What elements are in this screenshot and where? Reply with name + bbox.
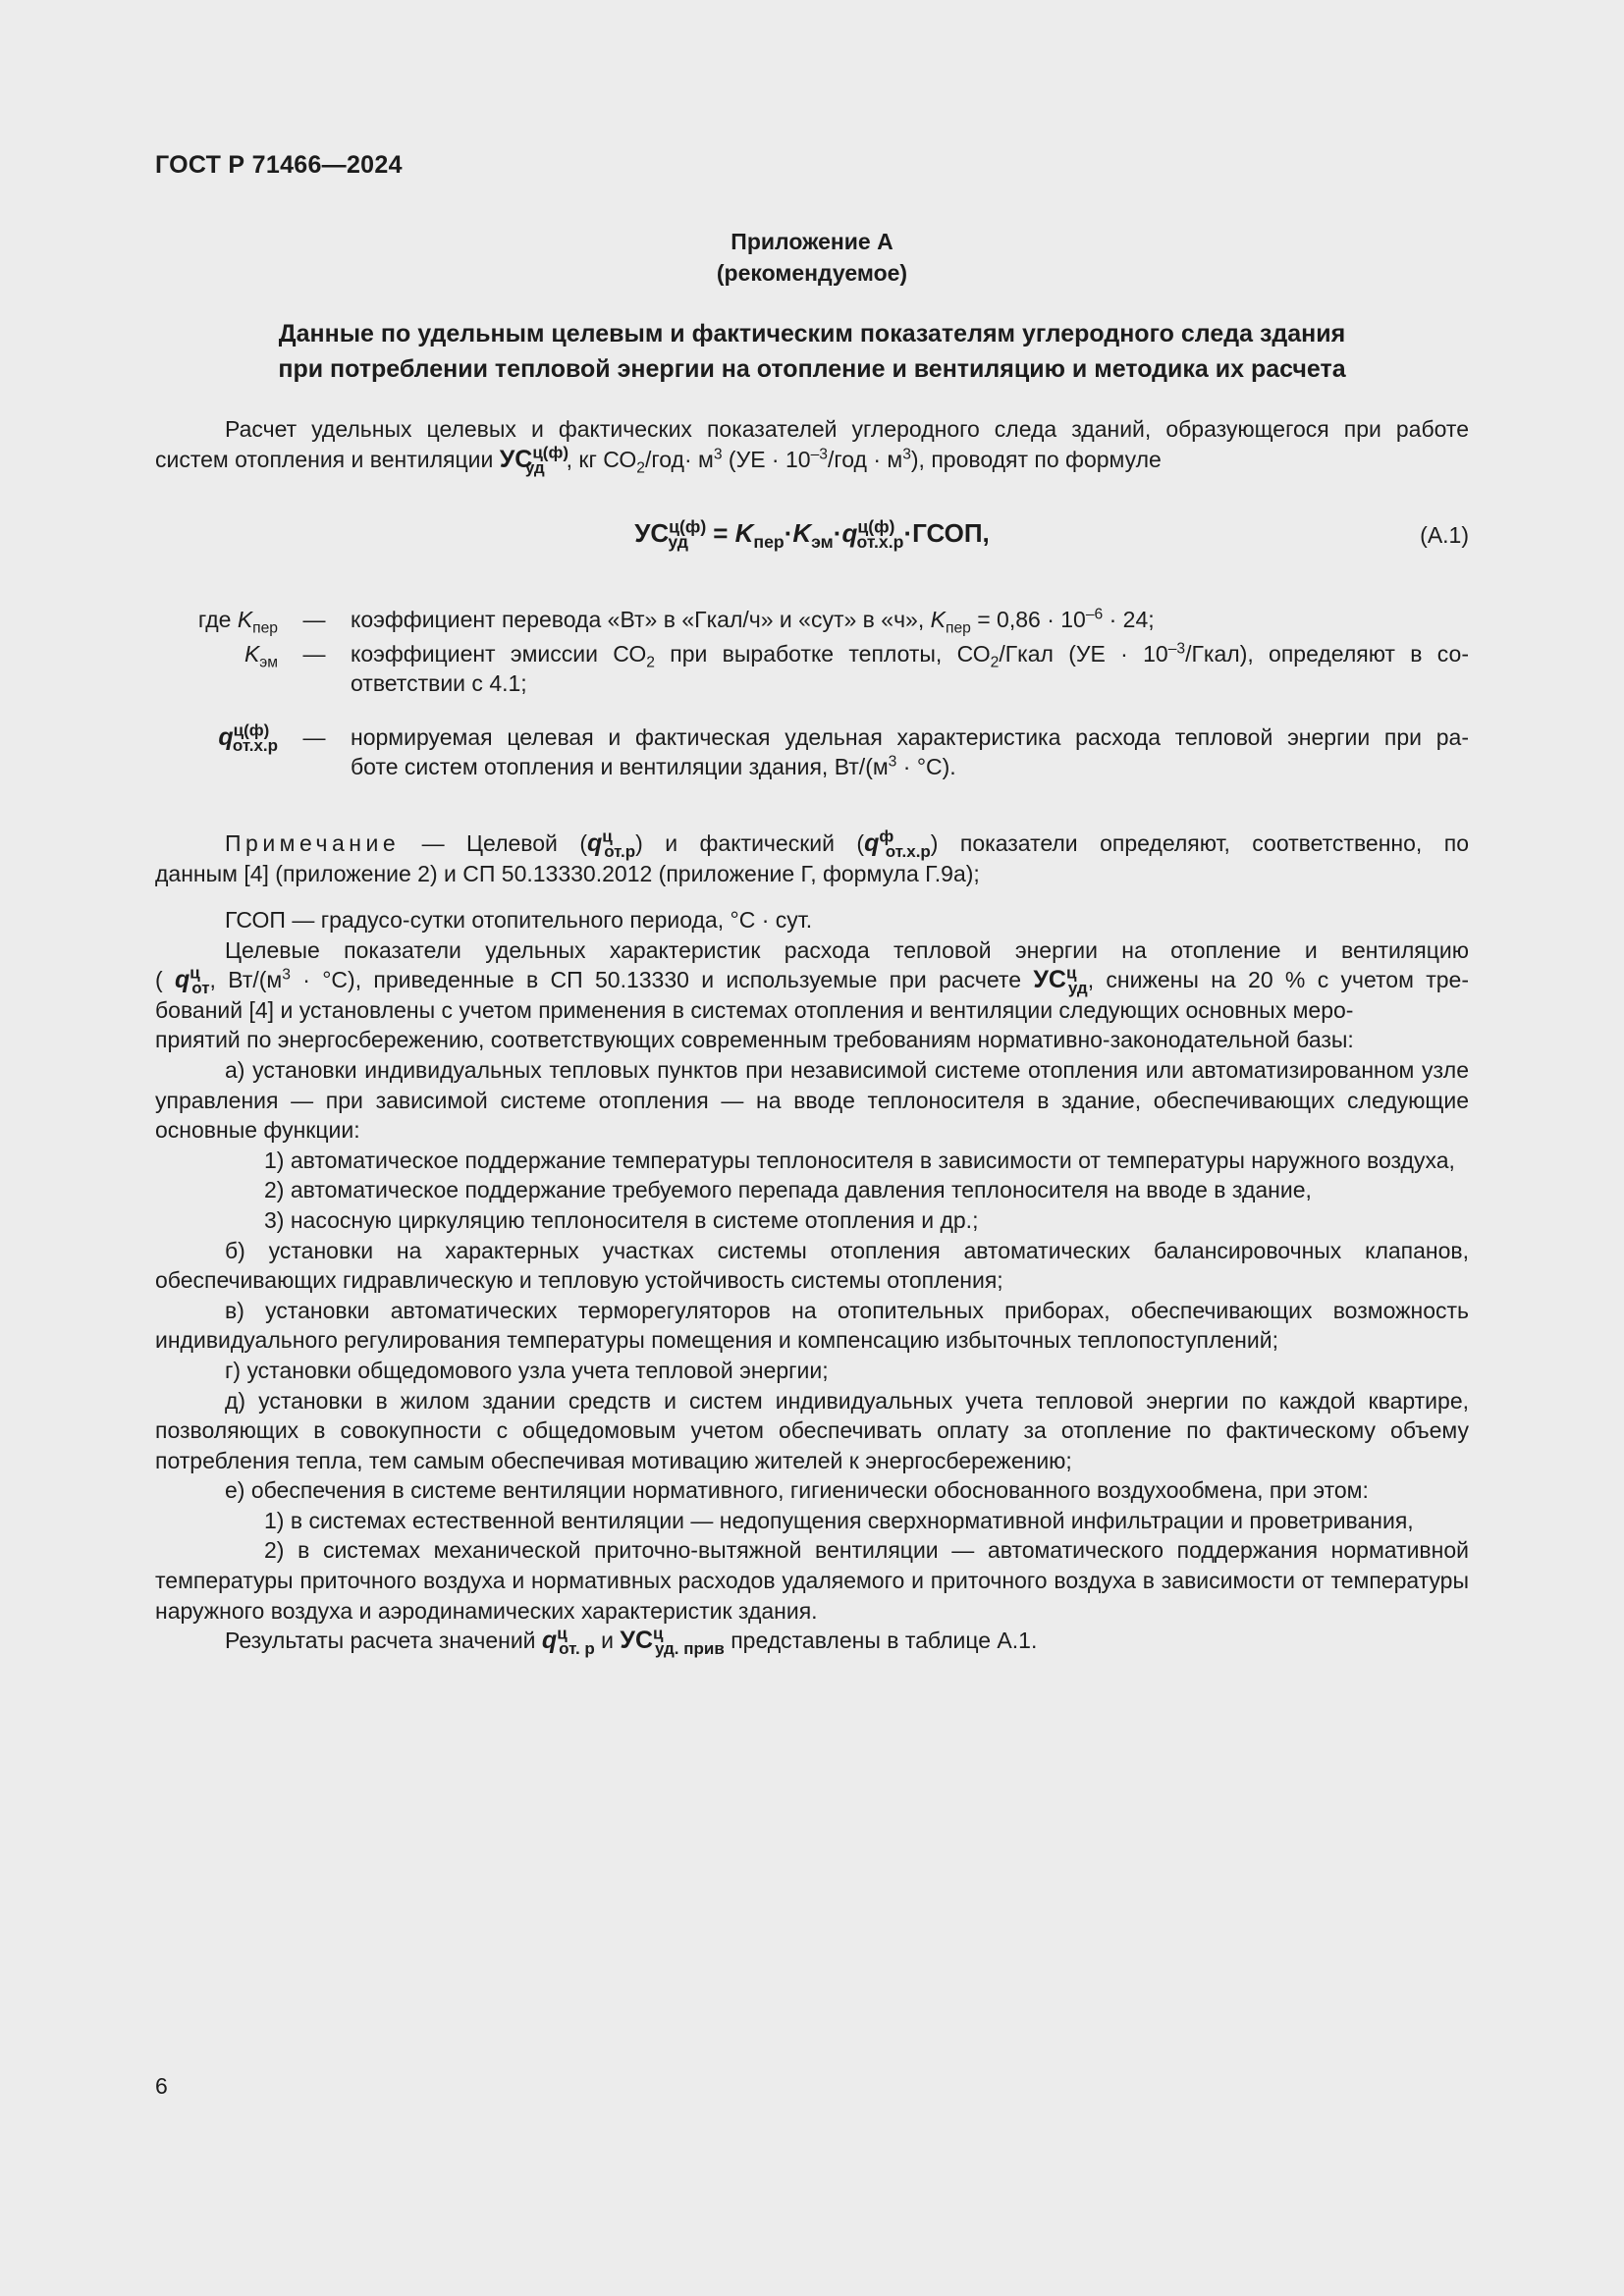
list-item-b: б) установки на характерных участках системы отопления автоматических балансировочных клапанов, обеспечивающих гидравлическую и тепловую устойчивость системы отопления; (155, 1237, 1469, 1294)
intro-line-1: Расчет удельных целевых и фактических показателей углеродного следа зданий, образующегося при работе (225, 416, 1469, 442)
legend-description: коэффициент эмиссии $СО_2$ при выработке теплоты, $СО_2$/Гкал $(УЕ \cdot 10^{-3}/Гкал)$, определяют в со- ответствии с 4.1; (351, 639, 1469, 697)
document-id: ГОСТ Р 71466—2024 (155, 151, 403, 179)
list-item-e1: 1) в системах естественной вентиляции — недопущения сверхнормативной инфильтрации и проветривания, (264, 1507, 1414, 1533)
annex-heading (155, 316, 1469, 387)
us-symbol: $УС^{ц(ф)}_{уд}$ (499, 443, 569, 477)
formula-expression: $УС^{ц(ф)}_{уд}$ = $K_{пер}\cdot K_{эм}\cdot q^{ц(ф)}_{от.х.р}\cdot ГСОП$, (634, 516, 990, 553)
note-paragraph (155, 828, 1469, 888)
annex-title: Приложение А (731, 229, 893, 254)
formula-a1 (155, 508, 1469, 567)
legend-term: где $K_{пер}$ (197, 607, 278, 637)
intro-line-2: систем отопления и вентиляции $УС^{ц(ф)}_{уд}$ , кг $СО_2/год\cdot м^3$ ($УЕ \cdot 10^{-3}$/год · $м^3$), проводят по формуле (155, 443, 1162, 477)
intro-paragraph (155, 414, 1469, 477)
targets-line-4: приятий по энергосбережению, соответствующих современным требованиям нормативно-законодательной базы: (155, 1027, 1354, 1053)
list-item-d: д) установки в жилом здании средств и систем индивидуальных учета тепловой энергии по каждой квартире, позволяющих в совокупности с общедомовым учетом обеспечивать оплату за отопление по фактическому объему потребления тепла, тем самым обеспечивая мотивацию жителей к энергосбережению; (155, 1387, 1469, 1473)
heading-line-1: Данные по удельным целевым и фактическим показателям углеродного следа здания (278, 320, 1346, 347)
list-item-a1: 1) автоматическое поддержание температуры теплоносителя в зависимости от температуры наружного воздуха, (264, 1147, 1455, 1173)
legend-term: $q^{ц(ф)}_{от.х.р}$ (218, 721, 278, 755)
list-item-e2: 2) в системах механической приточно-вытяжной вентиляции — автоматического поддержания нормативной температуры приточного воздуха и нормативных расходов удаляемого и приточного воздуха в зависимости от температуры наружного воздуха и аэродинамических характеристик здания. (155, 1537, 1469, 1624)
main-body (155, 905, 1470, 1659)
formula-number: (А.1) (1420, 522, 1469, 548)
note-line-1: Примечание — Целевой $(q^ц_{от.р})$ и фактический $(q^ф_{от.х.р})$ показатели определяют, соответственно, по (225, 827, 1469, 861)
targets-line-1: Целевые показатели удельных характеристик расхода тепловой энергии на отопление и вентиляцию (225, 936, 1469, 963)
targets-line-3: бований [4] и установлены с учетом применения в системах отопления и вентиляции следующих основных меро- (155, 996, 1354, 1023)
legend-term: $K_{эм}$ (244, 640, 278, 671)
list-item-e: е) обеспечения в системе вентиляции нормативного, гигиенически обоснованного воздухообмена, при этом: (225, 1477, 1369, 1504)
list-item-a2: 2) автоматическое поддержание требуемого перепада давления теплоносителя на вводе в здание, (264, 1177, 1312, 1203)
list-item-a3: 3) насосную циркуляцию теплоносителя в системе отопления и др.; (264, 1206, 979, 1233)
page-number: 6 (155, 2073, 168, 2099)
heading-line-2: при потреблении тепловой энергии на отопление и вентиляцию и методика их расчета (278, 355, 1346, 383)
annex-header (155, 226, 1469, 289)
note-line-2: данным [4] (приложение 2) и СП 50.13330.2012 (приложение Г, формула Г.9а); (155, 860, 980, 886)
legend-description: нормируемая целевая и фактическая удельная характеристика расхода тепловой энергии при ра- боте систем отопления и вентиляции здания, $Вт/(м^3 \cdot ^\circ С)$. (351, 723, 1469, 780)
legend-row-q: $q^{ц(ф)}_{от.х.р}$ — нормируемая целевая и фактическая удельная характеристика расхода тепловой энергии при ра- боте систем отопления и вентиляции здания, $Вт/(м^3 \cdot ^\circ С)$. (155, 722, 1469, 782)
list-item-a: а) установки индивидуальных тепловых пунктов при независимой системе отопления или автоматизированном узле управления — при зависимой системе отопления — на вводе теплоносителя в здание, обеспечивающих следующие основные функции: (155, 1056, 1469, 1144)
note-label: Примечание (225, 830, 401, 856)
formula-legend (155, 605, 1469, 782)
gsop-definition: ГСОП — градусо-сутки отопительного периода, °С · сут. (225, 907, 813, 933)
annex-status: (рекомендуемое) (716, 260, 908, 286)
legend-description: коэффициент перевода «Вт» в «Гкал/ч» и «сут» в «ч», $K_{пер} = 0,86 \cdot 10^{-6} \cdot 24$; (351, 606, 1155, 637)
results-line: Результаты расчета значений $q^ц_{от. р}$ и $УС^ц_{уд. прив}$ представлены в таблице А.1. (225, 1624, 1038, 1659)
legend-row-k-em: $K_{эм}$ — коэффициент эмиссии $СО_2$ при выработке теплоты, $СО_2$/Гкал $(УЕ \cdot 10^{-3}/Гкал)$, определяют в со- ответствии с 4.1; (155, 639, 1469, 699)
list-item-v: в) установки автоматических терморегуляторов на отопительных приборах, обеспечивающих возможность индивидуального регулирования температуры помещения и компенсацию избыточных теплопоступлений; (155, 1297, 1469, 1354)
targets-line-2: ( $q^ц_{от}$, $Вт/(м^3 \cdot ^\circ С)$, приведенные в СП 50.13330 и используемые при расчете $УС^ц_{уд}$, снижены на 20 % с учетом тре- (155, 963, 1470, 998)
list-item-g: г) установки общедомового узла учета тепловой энергии; (225, 1357, 829, 1383)
legend-row-k-per: где $K_{пер}$ — коэффициент перевода «Вт» в «Гкал/ч» и «сут» в «ч», $K_{пер} = 0,86 \cdot 10^{-6} \cdot 24$; (155, 605, 1469, 635)
